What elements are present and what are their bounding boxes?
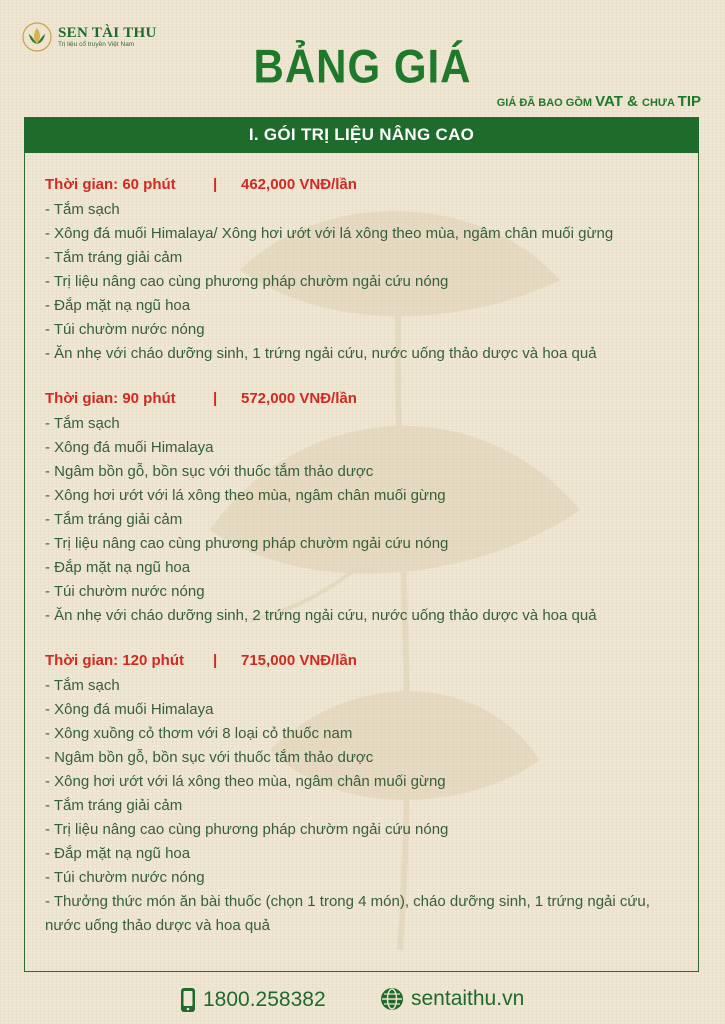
package-item: - Ăn nhẹ với cháo dưỡng sinh, 2 trứng ngải cứu, nước uống thảo dược và hoa quả [45,607,597,624]
package-header [45,174,685,196]
footer [0,985,725,1017]
package-header [45,650,685,672]
package-item: - Đắp mặt nạ ngũ hoa [45,297,191,314]
package-items [45,412,685,628]
package-item: - Ngâm bồn gỗ, bồn sục với thuốc tắm thảo dược [45,463,374,480]
vat-note-prefix: GIÁ ĐÃ BAO GỒM [496,97,596,109]
globe-icon [380,987,404,1011]
package-item: - Đắp mặt nạ ngũ hoa [45,559,191,576]
package-item: - Ngâm bồn gỗ, bồn sục với thuốc tắm thảo dược [45,749,374,766]
package-item: - Tắm sạch [45,677,120,694]
package-item: - Tắm sạch [45,201,120,218]
vat-note-vat: VAT [595,93,623,110]
package-60 [45,174,685,366]
page-title: BẢNG GIÁ [253,40,472,93]
package-price: 462,000 VNĐ/lần [241,176,357,193]
phone-contact[interactable] [180,987,326,1013]
vat-note-tip: TIP [677,93,701,110]
brand-tagline: Trị liệu cổ truyền Việt Nam [58,41,135,48]
package-separator: | [213,390,218,407]
package-duration: Thời gian: 90 phút [45,390,176,407]
phone-number: 1800.258382 [203,988,326,1011]
package-separator: | [213,176,218,193]
package-item: - Xông đá muối Himalaya [45,439,214,456]
package-items [45,198,685,366]
package-price: 715,000 VNĐ/lần [241,652,357,669]
package-item: - Trị liệu nâng cao cùng phương pháp chườm ngải cứu nóng [45,273,449,290]
package-item: - Tắm sạch [45,415,120,432]
package-duration: Thời gian: 120 phút [45,652,184,669]
vat-note-amp: & [622,93,643,110]
package-item: - Tắm tráng giải cảm [45,797,183,814]
package-item: - Xông đá muối Himalaya/ Xông hơi ướt với lá xông theo mùa, ngâm chân muối gừng [45,225,614,242]
packages-list [45,174,685,960]
section-header: I. GÓI TRỊ LIỆU NÂNG CAO [24,117,699,153]
brand-name: SEN TÀI THU [58,25,157,41]
package-item: - Túi chườm nước nóng [45,321,205,338]
package-items [45,674,685,938]
package-price: 572,000 VNĐ/lần [241,390,357,407]
vat-note-chua: CHƯA [642,97,678,109]
package-120 [45,650,685,938]
package-item: - Ăn nhẹ với cháo dưỡng sinh, 1 trứng ngải cứu, nước uống thảo dược và hoa quả [45,345,597,362]
phone-icon [180,987,196,1013]
package-separator: | [213,652,218,669]
package-item: - Túi chườm nước nóng [45,869,205,886]
package-90 [45,388,685,628]
package-item: - Thưởng thức món ăn bài thuốc (chọn 1 trong 4 món), cháo dưỡng sinh, 1 trứng ngải cứu, nước uống thảo dược và hoa quả [45,893,650,934]
package-header [45,388,685,410]
package-item: - Tắm tráng giải cảm [45,249,183,266]
package-item: - Túi chườm nước nóng [45,583,205,600]
package-item: - Xông hơi ướt với lá xông theo mùa, ngâm chân muối gừng [45,487,446,504]
package-item: - Đắp mặt nạ ngũ hoa [45,845,191,862]
vat-note [497,93,701,110]
website-contact[interactable] [380,987,524,1011]
package-item: - Xông đá muối Himalaya [45,701,214,718]
website-url: sentaithu.vn [411,987,525,1010]
package-item: - Xông xuồng cỏ thơm với 8 loại cỏ thuốc nam [45,725,353,742]
package-duration: Thời gian: 60 phút [45,176,176,193]
package-item: - Xông hơi ướt với lá xông theo mùa, ngâm chân muối gừng [45,773,446,790]
package-item: - Trị liệu nâng cao cùng phương pháp chườm ngải cứu nóng [45,821,449,838]
package-item: - Tắm tráng giải cảm [45,511,183,528]
package-item: - Trị liệu nâng cao cùng phương pháp chườm ngải cứu nóng [45,535,449,552]
